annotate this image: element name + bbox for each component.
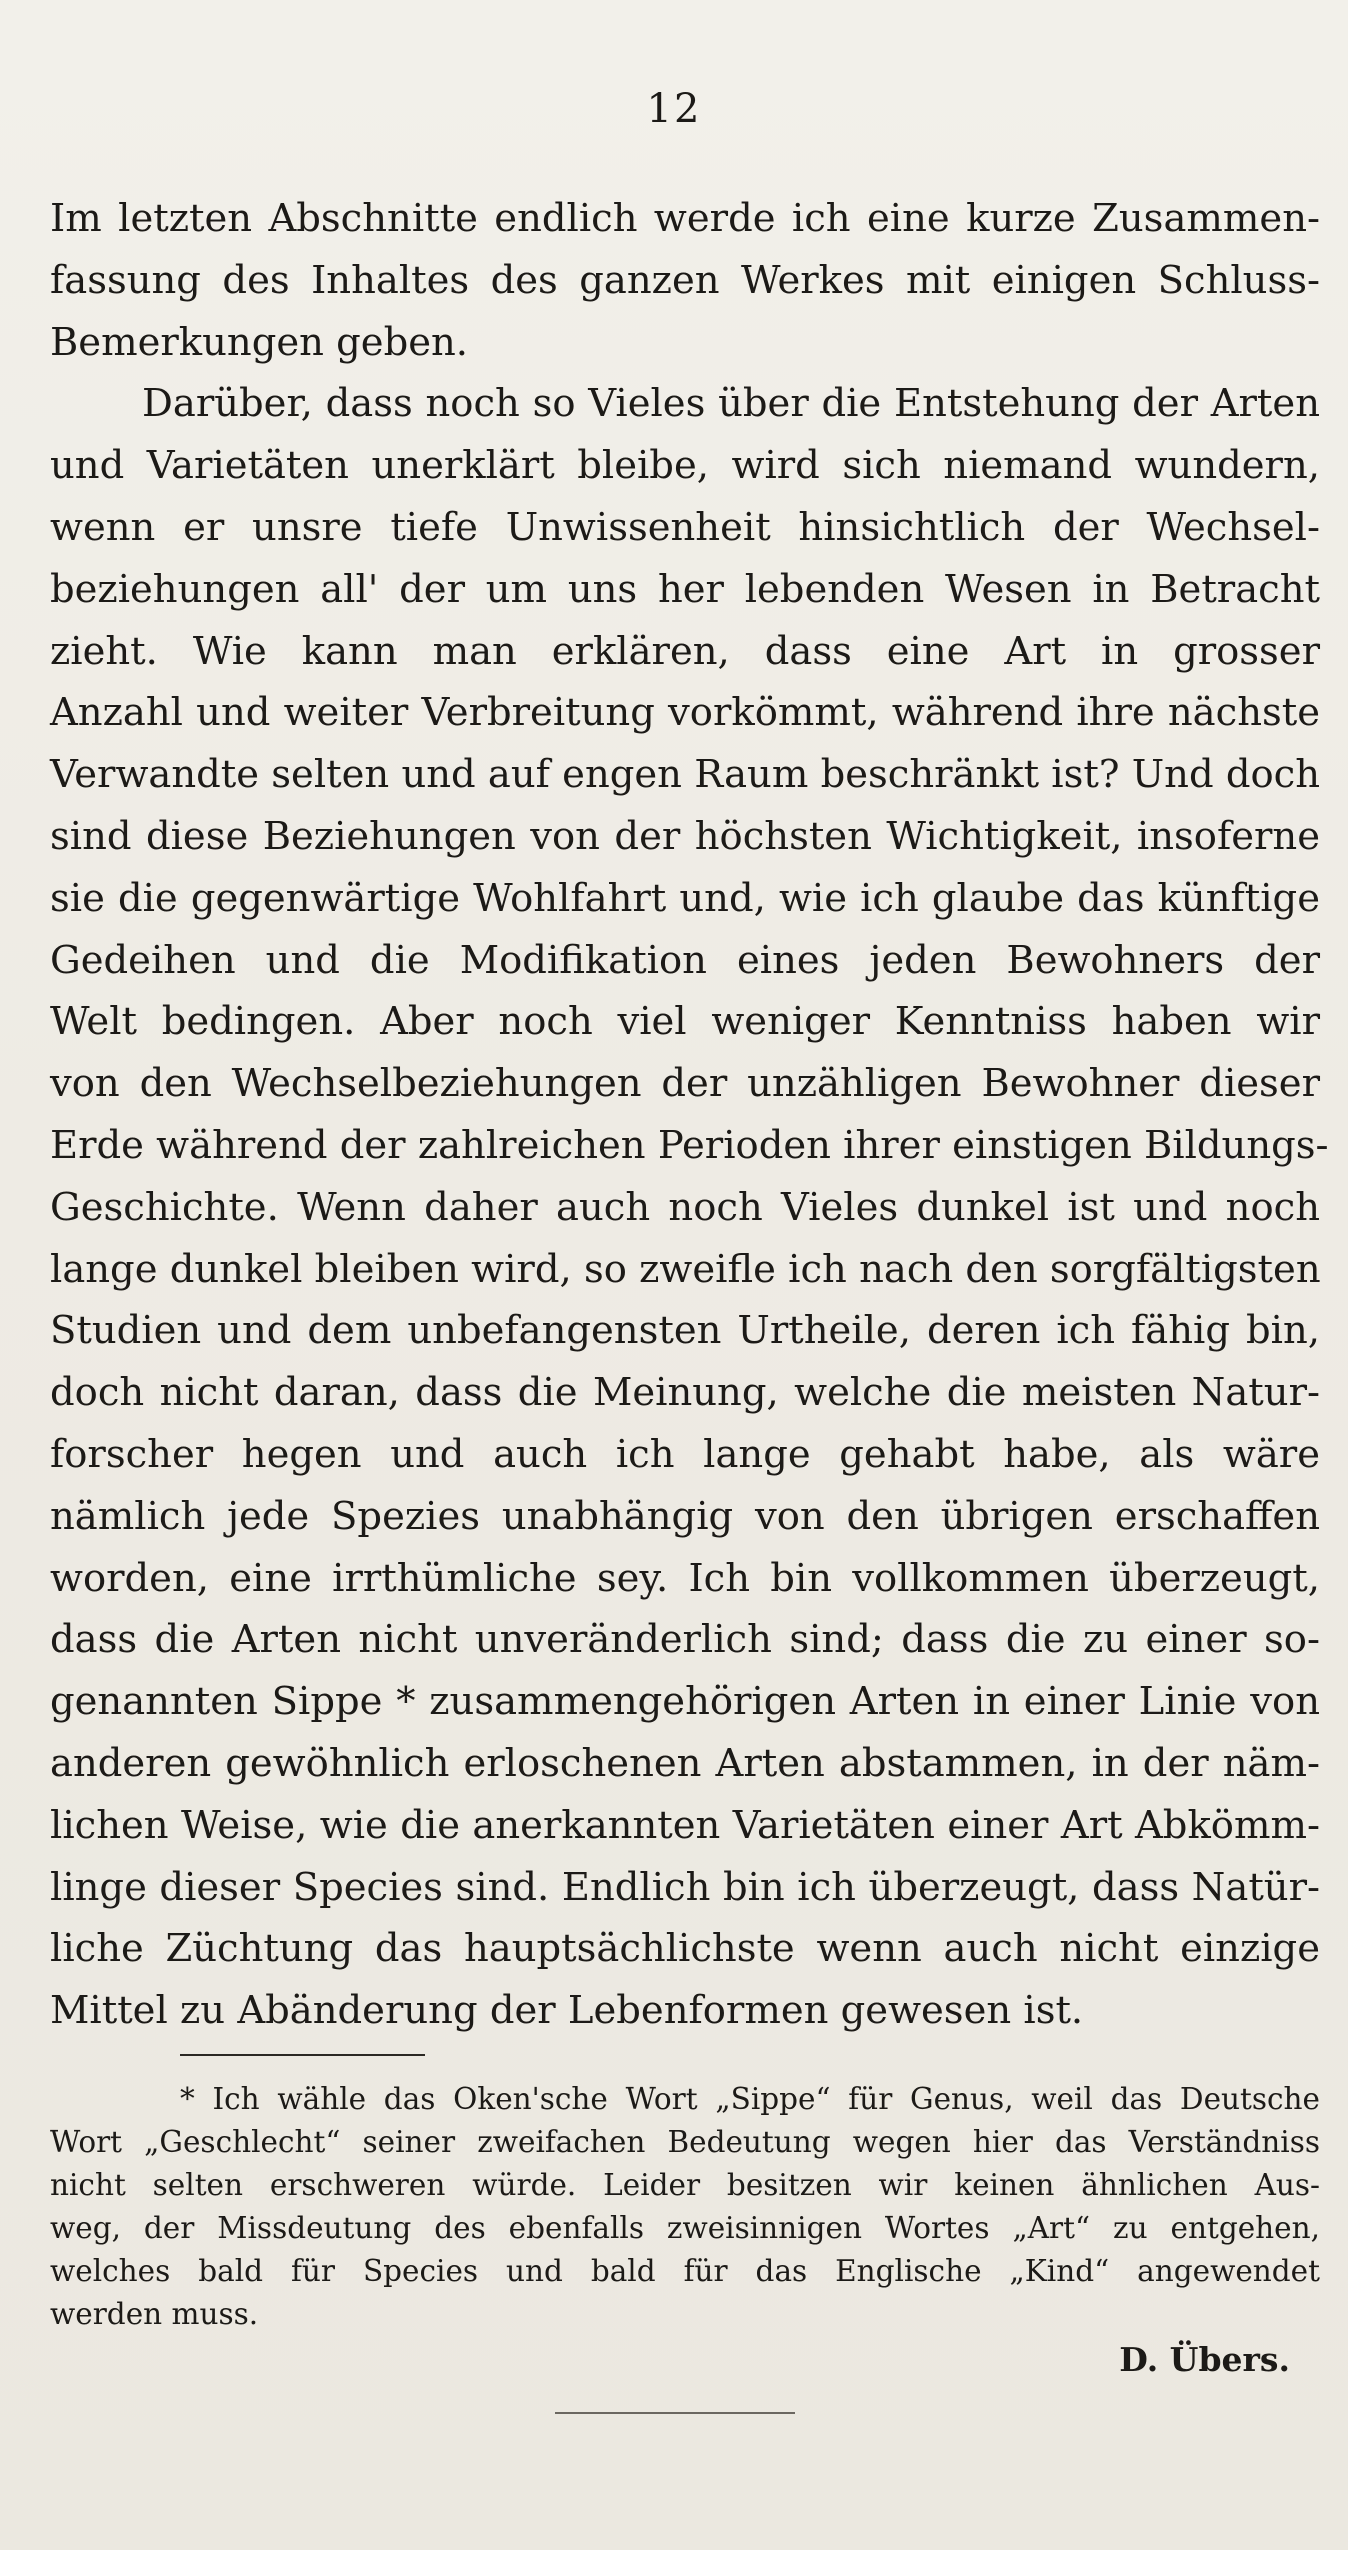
translator-signature: D. Übers. bbox=[1119, 2340, 1290, 2379]
main-text-block bbox=[50, 188, 1329, 2042]
text-line: Bemerkungen geben. bbox=[50, 319, 469, 365]
text-line: nämlich jede Spezies unabhängig von den übrigen erschaffen bbox=[50, 1493, 1320, 1539]
text-line: lange dunkel bleiben wird, so zweifle ich nach den sorgfältigsten bbox=[50, 1246, 1321, 1292]
text-line: Mittel zu Abänderung der Lebenformen gewesen ist. bbox=[50, 1988, 1084, 2034]
text-line: anderen gewöhnlich erloschenen Arten abstammen, in der näm- bbox=[50, 1740, 1320, 1786]
text-line: Erde während der zahlreichen Perioden ihrer einstigen Bildungs- bbox=[50, 1122, 1329, 1168]
bottom-divider bbox=[555, 2412, 795, 2414]
text-line: Anzahl und weiter Verbreitung vorkömmt, während ihre nächste bbox=[50, 690, 1320, 736]
text-line: Gedeihen und die Modifikation eines jeden Bewohners der bbox=[50, 937, 1320, 983]
footnote-divider bbox=[180, 2054, 425, 2056]
text-line: linge dieser Species sind. Endlich bin ich überzeugt, dass Natür- bbox=[50, 1864, 1320, 1910]
text-line: worden, eine irrthümliche sey. Ich bin vollkommen überzeugt, bbox=[50, 1555, 1320, 1601]
text-line: Im letzten Abschnitte endlich werde ich eine kurze Zusammen- bbox=[50, 196, 1320, 241]
footnote-line: welches bald für Species und bald für das Englische „Kind“ angewendet bbox=[50, 2254, 1320, 2288]
text-line: beziehungen all' der um uns her lebenden Wesen in Betracht bbox=[50, 566, 1320, 612]
page-number: 12 bbox=[646, 86, 702, 132]
text-line: forscher hegen und auch ich lange gehabt habe, als wäre bbox=[50, 1431, 1320, 1477]
text-line: doch nicht daran, dass die Meinung, welche die meisten Natur- bbox=[50, 1370, 1320, 1416]
text-line: liche Züchtung das hauptsächlichste wenn auch nicht einzige bbox=[50, 1926, 1320, 1972]
text-line: von den Wechselbeziehungen der unzähligen Bewohner dieser bbox=[50, 1061, 1320, 1107]
text-line: sie die gegenwärtige Wohlfahrt und, wie ich glaube das künftige bbox=[50, 875, 1320, 921]
text-line: Geschichte. Wenn daher auch noch Vieles dunkel ist und noch bbox=[50, 1184, 1320, 1230]
footnote-line: * Ich wähle das Oken'sche Wort „Sippe“ für Genus, weil das Deutsche bbox=[180, 2082, 1320, 2116]
footnote-line: nicht selten erschweren würde. Leider besitzen wir keinen ähnlichen Aus- bbox=[50, 2168, 1320, 2202]
text-line: dass die Arten nicht unveränderlich sind; dass die zu einer so- bbox=[50, 1617, 1320, 1663]
text-line: Welt bedingen. Aber noch viel weniger Kenntniss haben wir bbox=[50, 999, 1320, 1045]
footnote-line: Wort „Geschlecht“ seiner zweifachen Bedeutung wegen hier das Verständniss bbox=[50, 2125, 1320, 2159]
footnote-line: werden muss. bbox=[50, 2297, 259, 2331]
text-line: wenn er unsre tiefe Unwissenheit hinsichtlich der Wechsel- bbox=[50, 504, 1320, 550]
footnote-line: weg, der Missdeutung des ebenfalls zweisinnigen Wortes „Art“ zu entgehen, bbox=[50, 2211, 1320, 2245]
text-line: lichen Weise, wie die anerkannten Varietäten einer Art Abkömm- bbox=[50, 1802, 1320, 1848]
text-line: Studien und dem unbefangensten Urtheile, deren ich fähig bin, bbox=[50, 1308, 1320, 1354]
text-line: genannten Sippe * zusammengehörigen Arten in einer Linie von bbox=[50, 1679, 1320, 1725]
text-line: fassung des Inhaltes des ganzen Werkes mit einigen Schluss- bbox=[50, 257, 1320, 303]
text-line: zieht. Wie kann man erklären, dass eine Art in grosser bbox=[50, 628, 1320, 674]
footnote-block bbox=[50, 2078, 1320, 2336]
text-line: Darüber, dass noch so Vieles über die Entstehung der Arten bbox=[142, 381, 1320, 427]
text-line: sind diese Beziehungen von der höchsten Wichtigkeit, insoferne bbox=[50, 813, 1320, 859]
text-line: Verwandte selten und auf engen Raum beschränkt ist? Und doch bbox=[50, 752, 1321, 798]
text-line: und Varietäten unerklärt bleibe, wird sich niemand wundern, bbox=[50, 443, 1320, 489]
